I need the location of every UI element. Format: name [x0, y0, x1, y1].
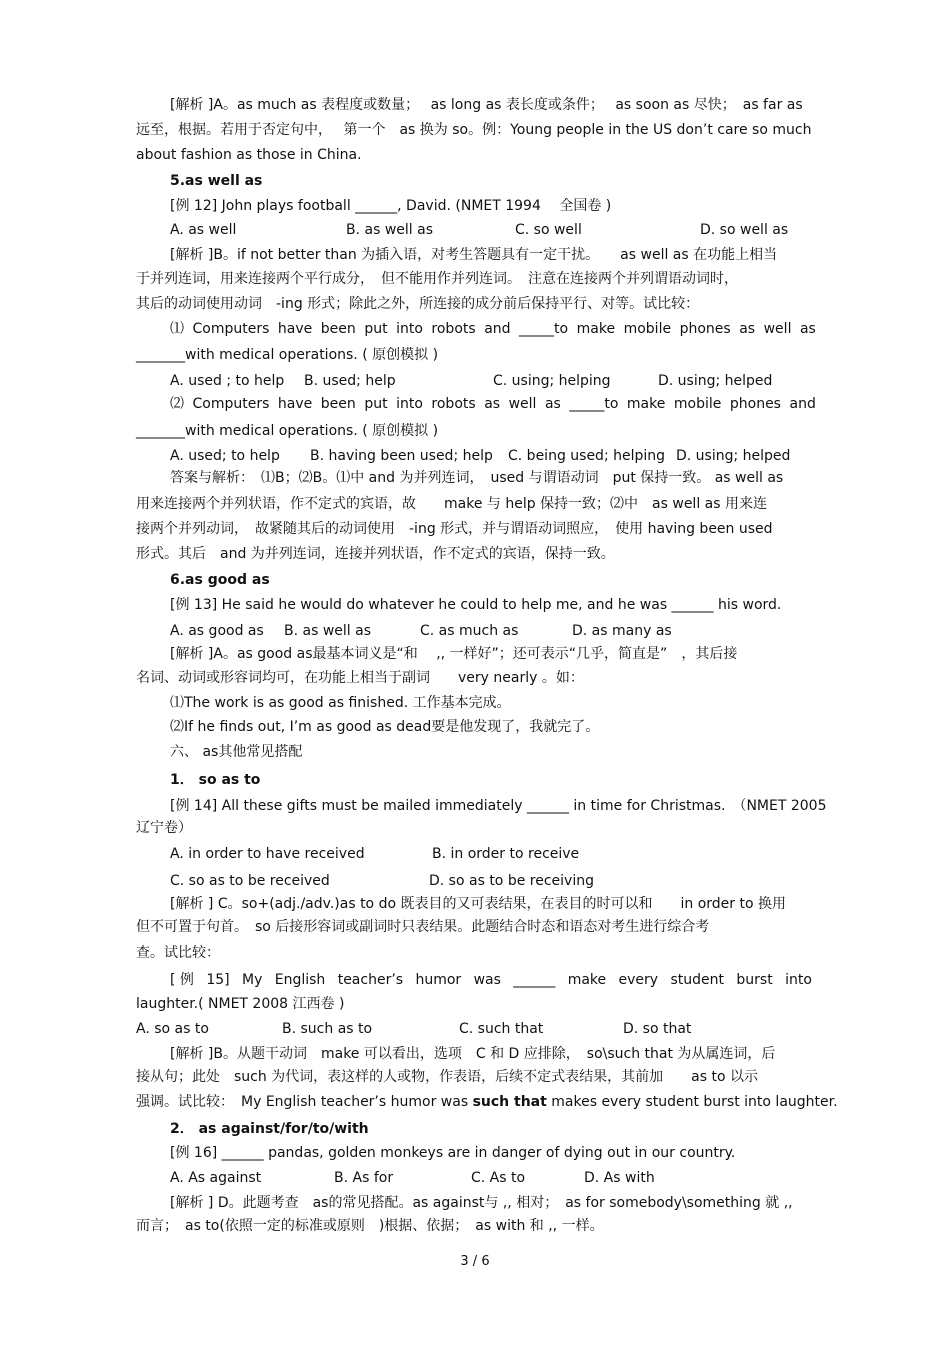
word: phones [729, 396, 781, 412]
option: B. As for [334, 1170, 394, 1186]
example-question: [例 12] John plays football ______, David. (NMET 1994 全国卷 ) [170, 198, 612, 214]
word: robots [431, 321, 476, 337]
text-line: 形式。其后 and 为并列连词，连接并列状语，作不定式的宾语，保持一致。 [136, 546, 615, 562]
text-line: _______with medical operations. ( 原创模拟 ) [136, 423, 439, 439]
word: put [364, 396, 388, 412]
option: B. in order to receive [432, 846, 580, 862]
justified-line [170, 395, 816, 413]
word: make [567, 972, 607, 988]
word: well [508, 396, 537, 412]
option: A. in order to have received [170, 846, 365, 862]
text-run: makes every student burst into laughter. [546, 1094, 838, 1110]
text-line: 接从句；此处 such 为代词，表这样的人或物，作表语，后续不定式表结果，其前加 as to 以示 [136, 1069, 759, 1085]
emphasis-text: such that [472, 1094, 547, 1110]
word: [ 例 [170, 972, 194, 988]
text-line: 名词、动词或形容词均可，在功能上相当于副词 very nearly 。如： [136, 670, 584, 686]
option: A. used ; to help [170, 373, 285, 389]
option: B. having been used; help [310, 448, 493, 464]
option: C. such that [459, 1021, 544, 1037]
text-line: [解析 ] D。此题考查 as的常见搭配。as against与 ,, 相对； as for somebody\something 就 ,, [170, 1195, 793, 1211]
text-line: 而言； as to(依照一定的标准或原则 )根据、依据； as with 和 ,, 一样。 [136, 1218, 604, 1234]
text-line: 辽宁卷） [136, 820, 192, 836]
word: well [763, 321, 792, 337]
page-number: 3 / 6 [460, 1254, 490, 1269]
section-heading: 6.as good as [170, 572, 270, 588]
justified-line [170, 971, 812, 989]
word: mobile [623, 321, 672, 337]
option: C. so well [515, 222, 582, 238]
example-question: [例 14] All these gifts must be mailed immediately ______ in time for Christmas. （NMET 2005 [170, 798, 827, 814]
text-line: [解析 ] C。so+(adj./adv.)as to do 既表目的又可表结果，在表目的时可以和 in order to 换用 [170, 896, 786, 912]
text-line: [解析 ]B。从题干动词 make 可以看出，选项 C 和 D 应排除， so\such that 为从属连词，后 [170, 1046, 776, 1062]
option: B. such as to [282, 1021, 373, 1037]
word: ⑴ [170, 321, 184, 337]
text-line: _______with medical operations. ( 原创模拟 ) [136, 347, 439, 363]
word: as [484, 396, 501, 412]
word: as [799, 321, 816, 337]
justified-line [170, 320, 816, 338]
option: A. as well [170, 222, 237, 238]
word: was [473, 972, 501, 988]
text-line: [解析 ]B。if not better than 为插入语，对考生答题具有一定干扰。 as well as 在功能上相当 [170, 247, 778, 263]
example-question: [例 13] He said he would do whatever he could to help me, and he was ______ his word. [170, 597, 782, 613]
section-heading: 六、 as其他常见搭配 [170, 744, 303, 760]
option: C. As to [471, 1170, 526, 1186]
option: B. used; help [304, 373, 396, 389]
word: _____to [569, 396, 619, 412]
word: ______ [513, 972, 556, 988]
word: humor [415, 972, 462, 988]
option: D. so well as [700, 222, 789, 238]
option: D. As with [584, 1170, 655, 1186]
text-line: 接两个并列动词， 故紧随其后的动词使用 -ing 形式，并与谓语动词照应， 使用 having been used [136, 521, 773, 537]
option: D. so as to be receiving [429, 873, 594, 889]
word: as [739, 321, 756, 337]
word: been [320, 321, 356, 337]
word: _____to [519, 321, 569, 337]
text-line: 于并列连词，用来连接两个平行成分， 但不能用作并列连词。 注意在连接两个并列谓语动词时， [136, 271, 738, 287]
word: English [274, 972, 326, 988]
word: and [484, 321, 511, 337]
text-line: ⑴The work is as good as finished. 工作基本完成。 [170, 695, 511, 711]
word: put [364, 321, 388, 337]
option: C. using; helping [493, 373, 611, 389]
word: been [320, 396, 356, 412]
word: ⑵ [170, 396, 184, 412]
word: Computers [192, 321, 270, 337]
example-question: [例 16] ______ pandas, golden monkeys are in danger of dying out in our country. [170, 1145, 736, 1161]
option: D. using; helped [676, 448, 791, 464]
word: into [785, 972, 812, 988]
word: student [670, 972, 725, 988]
word: make [576, 321, 616, 337]
text-line: ⑵If he finds out, I’m as good as dead要是他发现了，我就完了。 [170, 719, 600, 735]
word: 15] [206, 972, 230, 988]
word: phones [679, 321, 731, 337]
text-line: 远至，根据。若用于否定句中， 第一个 as 换为 so。例：Young people in the US don’t care so much [136, 122, 812, 138]
word: as [544, 396, 561, 412]
text-line [136, 1093, 838, 1111]
section-heading: 1． so as to [170, 772, 261, 788]
option: A. as good as [170, 623, 264, 639]
word: mobile [673, 396, 722, 412]
option: C. as much as [420, 623, 519, 639]
word: My [241, 972, 263, 988]
text-line: [解析 ]A。as much as 表程度或数量； as long as 表长度或条件； as soon as 尽快； as far as [170, 97, 803, 113]
word: make [626, 396, 666, 412]
word: teacher’s [337, 972, 404, 988]
word: into [396, 321, 423, 337]
section-heading: 2． as against/for/to/with [170, 1121, 369, 1137]
text-line: 用来连接两个并列状语，作不定式的宾语，故 make 与 help 保持一致；⑵中 as well as 用来连 [136, 496, 767, 512]
text-line: 但不可置于句首。 so 后接形容词或副词时只表结果。此题结合时态和语态对考生进行综合考 [136, 919, 710, 935]
option: B. as well as [346, 222, 433, 238]
option: D. so that [623, 1021, 692, 1037]
option: D. using; helped [658, 373, 773, 389]
text-line: 其后的动词使用动词 -ing 形式；除此之外，所连接的成分前后保持平行、对等。试比较： [136, 296, 700, 312]
word: and [789, 396, 816, 412]
text-run: 强调。试比较： My English teacher’s humor was [136, 1094, 473, 1110]
option: B. as well as [284, 623, 371, 639]
word: have [277, 321, 313, 337]
option: A. used; to help [170, 448, 280, 464]
text-line: 查。试比较： [136, 945, 220, 961]
text-line: 答案与解析： ⑴B；⑵B。⑴中 and 为并列连词， used 与谓语动词 put 保持一致。 as well as [170, 470, 784, 486]
section-heading: 5.as well as [170, 173, 263, 189]
word: Computers [192, 396, 270, 412]
option: C. so as to be received [170, 873, 330, 889]
option: A. so as to [136, 1021, 209, 1037]
text-line: laughter.( NMET 2008 江西卷 ) [136, 996, 345, 1012]
word: burst [736, 972, 773, 988]
option: C. being used; helping [508, 448, 666, 464]
word: into [396, 396, 423, 412]
word: have [277, 396, 313, 412]
option: A. As against [170, 1170, 262, 1186]
word: every [618, 972, 659, 988]
word: robots [431, 396, 476, 412]
text-line: about fashion as those in China. [136, 147, 362, 163]
text-line: [解析 ]A。as good as最基本词义是“和 ,, 一样好”；还可表示“几乎，简直是” ，其后接 [170, 646, 738, 662]
option: D. as many as [572, 623, 672, 639]
